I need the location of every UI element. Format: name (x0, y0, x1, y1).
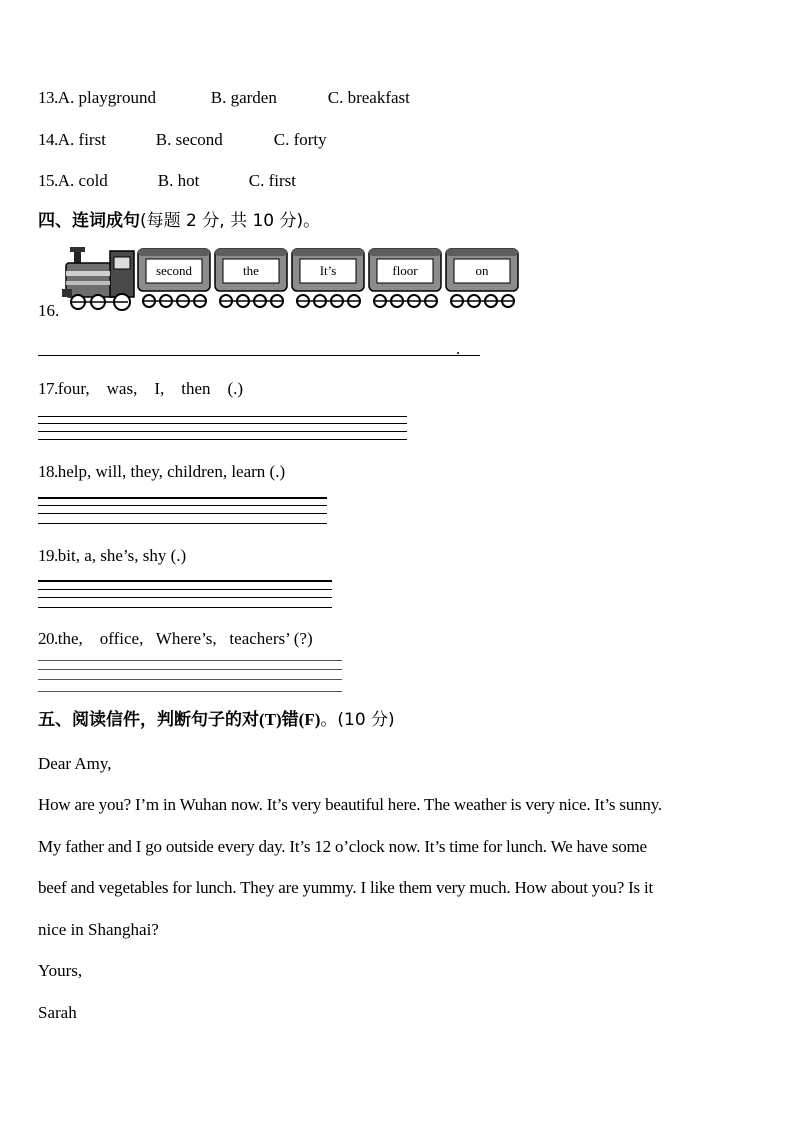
train-car-2 (215, 249, 287, 307)
section-5-title-part-1: 五、阅读信件，判断句子的对 (38, 710, 259, 730)
answer-line-17d (38, 439, 407, 440)
answer-line-17a (38, 416, 407, 417)
section-5-heading (38, 710, 395, 730)
option-b: B. second (155, 130, 223, 149)
question-words: help, will, they, children, learn (.) (57, 462, 286, 481)
question-number: 15. (38, 171, 58, 190)
question-20 (38, 629, 313, 649)
car-word: It’s (319, 263, 337, 278)
option-a: A. first (57, 130, 106, 149)
car-word: the (243, 263, 259, 278)
answer-line-17c (38, 431, 407, 432)
train-car-4 (369, 249, 441, 307)
section-5-title-part-2: 错 (281, 710, 299, 730)
option-a: A. cold (57, 171, 108, 190)
section-4-score: (每题 2 分, 共 10 分)。 (140, 211, 321, 231)
false-mark: (F) (298, 710, 321, 729)
answer-16-period: . (456, 339, 461, 358)
train-illustration (62, 243, 524, 313)
question-17 (38, 379, 243, 399)
answer-line-20d (38, 691, 342, 692)
answer-line-20a (38, 660, 342, 661)
section-4-title: 四、连词成句 (38, 211, 140, 231)
letter-closing: Yours, (38, 961, 83, 980)
section-5-score: 。(10 分) (320, 710, 395, 730)
answer-line-20b (38, 669, 342, 670)
letter-line-1: How are you? I’m in Wuhan now. It’s very beautiful here. The weather is very nice. It’s sunny. (38, 795, 662, 814)
option-c: C. forty (273, 130, 327, 149)
true-mark: (T) (259, 710, 282, 729)
question-18 (38, 462, 285, 482)
question-number: 13. (38, 88, 58, 107)
section-4-heading (38, 211, 320, 231)
letter-signature: Sarah (38, 1003, 77, 1022)
question-words: bit, a, she’s, shy (.) (57, 546, 187, 565)
option-c: C. first (248, 171, 296, 190)
letter-line-2: My father and I go outside every day. It’s 12 o’clock now. It’s time for lunch. We have some (38, 837, 647, 856)
question-number: 14. (38, 130, 58, 149)
letter-line-4: nice in Shanghai? (38, 920, 159, 939)
question-number: 17. (38, 379, 58, 398)
letter-greeting: Dear Amy, (38, 754, 112, 773)
letter-line-3: beef and vegetables for lunch. They are yummy. I like them very much. How about you? Is it (38, 878, 654, 897)
answer-line-19b (38, 589, 332, 590)
answer-line-19d (38, 607, 332, 608)
question-13 (38, 88, 410, 108)
locomotive-icon (62, 247, 134, 310)
question-16-number: 16. (38, 301, 60, 320)
option-b: B. hot (157, 171, 200, 190)
question-number: 18. (38, 462, 58, 481)
answer-line-20c (38, 679, 342, 680)
question-15 (38, 171, 296, 191)
answer-line-18c (38, 513, 327, 514)
train-car-3 (292, 249, 364, 307)
answer-line-19c (38, 597, 332, 598)
answer-line-16 (38, 355, 480, 356)
question-number: 19. (38, 546, 58, 565)
answer-line-19a (38, 580, 332, 582)
option-b: B. garden (210, 88, 277, 107)
car-word: on (475, 263, 489, 278)
answer-line-18d (38, 523, 327, 524)
question-19 (38, 546, 186, 566)
question-words: four, was, I, then (.) (57, 379, 244, 398)
answer-line-18a (38, 497, 327, 499)
train-car-1 (138, 249, 210, 307)
answer-line-17b (38, 423, 407, 424)
option-a: A. playground (57, 88, 156, 107)
question-words: the, office, Where’s, teachers’ (?) (57, 629, 313, 648)
car-word: floor (392, 263, 418, 278)
answer-line-18b (38, 505, 327, 506)
option-c: C. breakfast (327, 88, 410, 107)
train-car-5 (446, 249, 518, 307)
question-14 (38, 130, 327, 150)
car-word: second (155, 263, 193, 278)
question-number: 20. (38, 629, 58, 648)
